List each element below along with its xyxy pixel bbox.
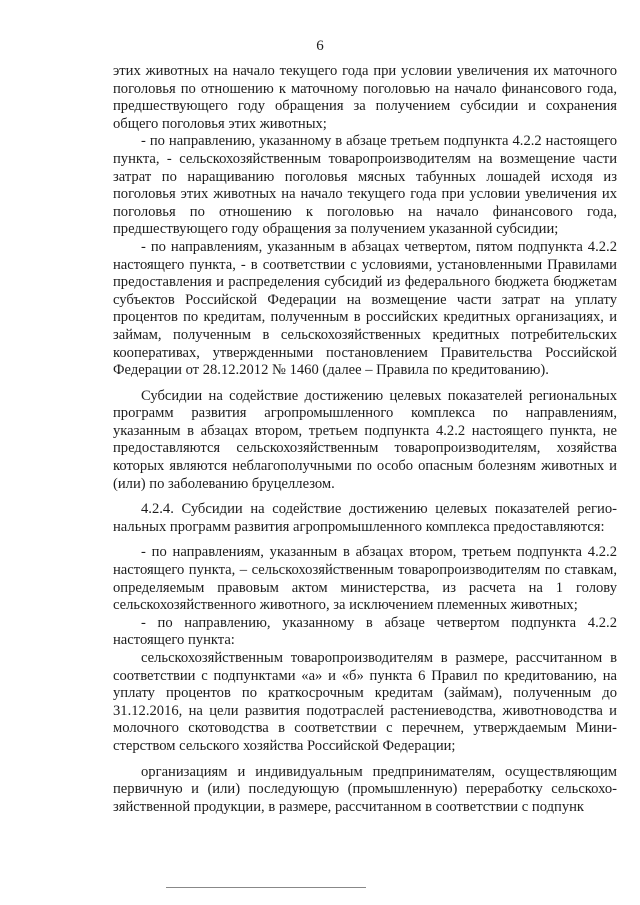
paragraph-3: - по направлениям, указанным в абзацах четвертом, пятом подпункта 4.2.2 настоящего пункта, - в соответствии с условиями, установленными Правилами предоставления и распределения субсидий из федерального бюджета бюджетам субъектов Российской Федерации на возмещение части затрат на уплату процентов по кредитам, полученным в российских кредитных организациях, и займам, полученным в сельскохозяйственных кредитных потребительских кооперативах, утвержденными постановлением Правительства Российской Федерации от 28.12.2012 № 1460 (далее – Правила по кредитованию). [113, 238, 617, 379]
paragraph-8: сельскохозяйственным товаропроизводителям в размере, рассчитанном в соответствии с подпунктами «а» и «б» пункта 6 Правил по кредитованию, на уплату процентов по краткосрочным кредитам (займам), полученным до 31.12.2016, на цели развития подотраслей растениеводства, животноводства и молочного скотоводства в соответствии с перечнем, утверждаемым Министерством сельского хозяйства Российской Федерации; [113, 650, 617, 754]
paragraph-6: - по направлениям, указанным в абзацах втором, третьем подпункта 4.2.2 настоящего пункта, – сельскохозяйственным товаропроизводителям по ставкам, определяемым правовым актом министерства, из расчета на 1 голову сельскохозяйственного животного, за исключением племенных животных; [113, 544, 617, 614]
document-body [113, 63, 617, 816]
paragraph-4: Субсидии на содействие достижению целевых показателей региональных программ развития агропромышленного комплекса по направлениям, указанным в абзацах втором, третьем подпункта 4.2.2 настоящего пункта, не предоставляются сельскохозяйственным товаропроизводителям, хозяйства которых являются неблагополучными по особо опасным болезням животных и (или) по заболеванию бруцеллезом. [113, 387, 617, 492]
paragraph-2: - по направлению, указанному в абзаце третьем подпункта 4.2.2 настоящего пункта, - сельскохозяйственным товаропроизводителям на возмещение части затрат по наращиванию поголовья мясных табунных лошадей исходя из поголовья этих животных на начало текущего года при условии увеличения их поголовья по отношению к поголовью на начало финансового года, предшествующего году обращения за получением указанной субсидии; [113, 133, 617, 238]
paragraph-5: 4.2.4. Субсидии на содействие достижению целевых показателей региональных программ развития агропромышленного комплекса предоставляются: [113, 501, 617, 535]
paragraph-7: - по направлению, указанному в абзаце четвертом подпункта 4.2.2 настоящего пункта: [113, 614, 617, 649]
page-number: 6 [316, 38, 324, 54]
paragraph-9: организациям и индивидуальным предпринимателям, осуществляющим первичную и (или) последующую (промышленную) переработку сельскохозяйственной продукции, в размере, рассчитанном в соответствии с подпунк [113, 763, 617, 815]
footer-divider [166, 887, 366, 888]
paragraph-1: этих животных на начало текущего года при условии увеличения их маточного поголовья по отношению к маточному поголовью на начало финансового года, предшествующего году обращения за получением субсидии и сохранения общего поголовья этих животных; [113, 63, 617, 132]
